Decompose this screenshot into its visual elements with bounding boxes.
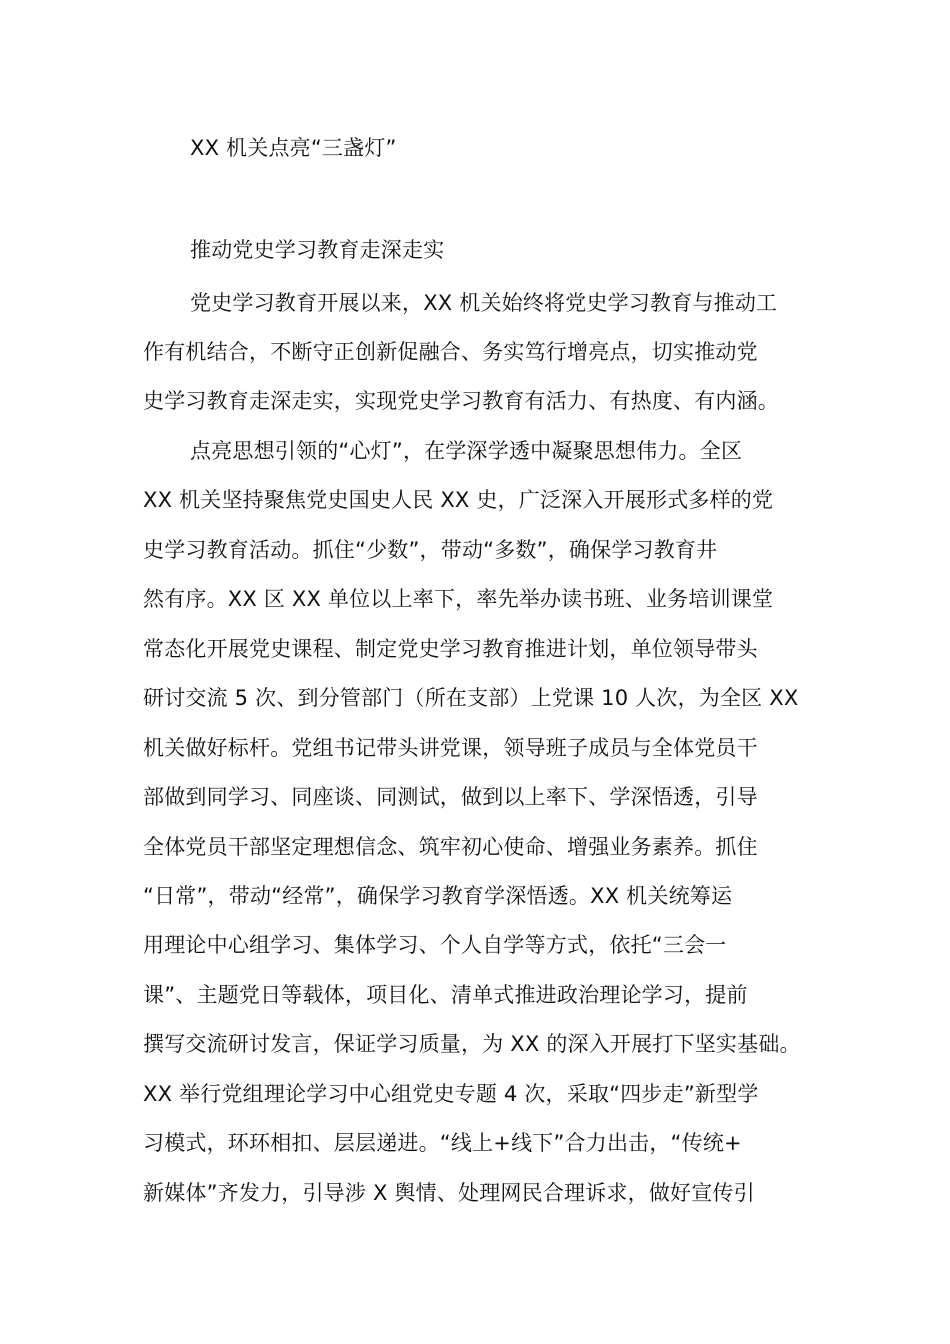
paragraph-line: 研讨交流 5 次、到分管部门（所在支部）上党课 10 人次，为全区 XX [143,686,799,710]
document-title: XX 机关点亮“三盏灯” [190,136,397,160]
paragraph-line: 课”、主题党日等载体，项目化、清单式推进政治理论学习，提前 [143,983,748,1007]
paragraph-line: 作有机结合，不断守正创新促融合、务实笃行增亮点，切实推动党 [143,340,758,364]
paragraph-line: XX 机关坚持聚焦党史国史人民 XX 史，广泛深入开展形式多样的党 [143,488,774,512]
document-subtitle: 推动党史学习教育走深走实 [190,238,445,262]
paragraph-line: 机关做好标杆。党组书记带头讲党课，领导班子成员与全体党员干 [143,736,758,760]
paragraph-line: 常态化开展党史课程、制定党史学习教育推进计划，单位领导带头 [143,637,758,661]
paragraph-line: 全体党员干部坚定理想信念、筑牢初心使命、增强业务素养。抓住 [143,835,758,859]
paragraph-line: “日常”，带动“经常”，确保学习教育学深悟透。XX 机关统筹运 [143,884,733,908]
paragraph-line: 新媒体”齐发力，引导涉 X 舆情、处理网民合理诉求，做好宣传引 [143,1181,755,1205]
paragraph-line: 撰写交流研讨发言，保证学习质量，为 XX 的深入开展打下坚实基础。 [143,1032,801,1056]
paragraph-line: XX 举行党组理论学习中心组党史专题 4 次，采取“四步走”新型学 [143,1082,759,1106]
paragraph-line: 史学习教育活动。抓住“少数”，带动“多数”，确保学习教育井 [143,538,718,562]
paragraph-line: 史学习教育走深走实，实现党史学习教育有活力、有热度、有内涵。 [143,389,779,413]
paragraph-line: 用理论中心组学习、集体学习、个人自学等方式，依托“三会一 [143,933,727,957]
paragraph-line: 党史学习教育开展以来，XX 机关始终将党史学习教育与推动工 [190,291,778,315]
paragraph-line: 部做到同学习、同座谈、同测试，做到以上率下、学深悟透，引导 [143,785,758,809]
paragraph-line: 然有序。XX 区 XX 单位以上率下，率先举办读书班、业务培训课堂 [143,587,774,611]
paragraph-line: 点亮思想引领的“心灯”，在学深学透中凝聚思想伟力。全区 [190,439,743,463]
paragraph-line: 习模式，环环相扣、层层递进。“线上+线下”合力出击，“传统+ [143,1131,742,1155]
